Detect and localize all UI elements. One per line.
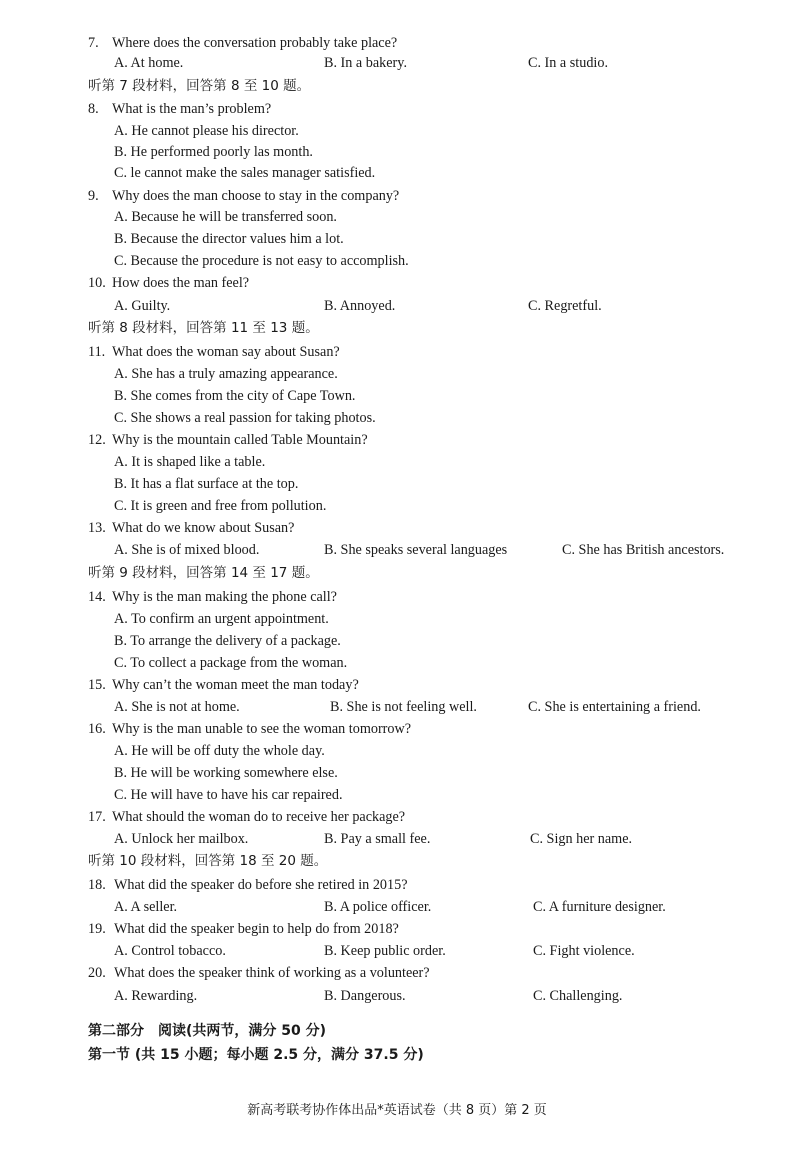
option-c: C. Because the procedure is not easy to accomplish. <box>114 253 409 269</box>
option-c: C. A furniture designer. <box>533 899 666 915</box>
question-number: 16. <box>88 721 106 737</box>
option-c: C. She has British ancestors. <box>562 542 725 558</box>
question-number: 8. <box>88 101 99 117</box>
question-number: 10. <box>88 275 106 291</box>
section-text: 听第 7 段材料，回答第 8 至 10 题。 <box>88 78 311 94</box>
option-a: A. A seller. <box>114 899 178 915</box>
question-number: 7. <box>88 35 99 51</box>
question-text: How does the man feel? <box>112 275 250 291</box>
question-text: Where does the conversation probably take place? <box>112 35 398 51</box>
question-text: What do we know about Susan? <box>112 520 295 536</box>
option-b: B. A police officer. <box>324 899 432 915</box>
section-title: 第一节 (共 15 小题；每小题 2.5 分，满分 37.5 分) <box>88 1047 424 1063</box>
option-c: C. He will have to have his car repaired. <box>114 787 343 803</box>
option-b: B. She is not feeling well. <box>330 699 477 715</box>
option-b: B. Because the director values him a lot. <box>114 231 344 247</box>
option-a: A. It is shaped like a table. <box>114 454 266 470</box>
question-text: What is the man’s problem? <box>112 101 272 117</box>
question-number: 12. <box>88 432 106 448</box>
question-number: 19. <box>88 921 106 937</box>
question-number: 17. <box>88 809 106 825</box>
option-b: B. He will be working somewhere else. <box>114 765 338 781</box>
section-text: 听第 10 段材料，回答第 18 至 20 题。 <box>88 853 328 869</box>
option-c: C. Fight violence. <box>533 943 635 959</box>
question-number: 18. <box>88 877 106 893</box>
option-a: A. Control tobacco. <box>114 943 226 959</box>
option-a: A. At home. <box>114 55 184 71</box>
option-a: A. Because he will be transferred soon. <box>114 209 337 225</box>
question-text: Why is the man unable to see the woman tomorrow? <box>112 721 412 737</box>
option-b: B. Keep public order. <box>324 943 446 959</box>
option-a: A. Guilty. <box>114 298 171 314</box>
option-b: B. Dangerous. <box>324 988 406 1004</box>
question-text: Why is the mountain called Table Mountain? <box>112 432 368 448</box>
option-b: B. It has a flat surface at the top. <box>114 476 299 492</box>
option-c: C. In a studio. <box>528 55 608 71</box>
question-number: 11. <box>88 344 106 360</box>
question-text: What does the speaker think of working as a volunteer? <box>114 965 430 981</box>
option-c: C. She shows a real passion for taking photos. <box>114 410 376 426</box>
section-text: 听第 9 段材料，回答第 14 至 17 题。 <box>88 565 319 581</box>
page-footer <box>0 1100 794 1122</box>
option-b: B. To arrange the delivery of a package. <box>114 633 341 649</box>
option-a: A. He will be off duty the whole day. <box>114 743 325 759</box>
part-title: 第二部分 阅读(共两节，满分 50 分) <box>88 1023 327 1039</box>
option-c: C. It is green and free from pollution. <box>114 498 327 514</box>
question-text: What does the woman say about Susan? <box>112 344 340 360</box>
question-text: Why can’t the woman meet the man today? <box>112 677 359 693</box>
question-number: 20. <box>88 965 106 981</box>
option-b: B. Annoyed. <box>324 298 396 314</box>
question-text: What did the speaker begin to help do from 2018? <box>114 921 399 937</box>
question-text: What should the woman do to receive her package? <box>112 809 406 825</box>
question-text: What did the speaker do before she retired in 2015? <box>114 877 408 893</box>
question-text: Why does the man choose to stay in the company? <box>112 188 400 204</box>
option-a: A. She has a truly amazing appearance. <box>114 366 338 382</box>
option-b: B. He performed poorly las month. <box>114 144 313 160</box>
section-text: 听第 8 段材料，回答第 11 至 13 题。 <box>88 320 319 336</box>
question-text: Why is the man making the phone call? <box>112 589 337 605</box>
option-c: C. She is entertaining a friend. <box>528 699 701 715</box>
option-a: A. Unlock her mailbox. <box>114 831 249 847</box>
option-a: A. He cannot please his director. <box>114 123 299 139</box>
question-number: 15. <box>88 677 106 693</box>
option-a: A. She is not at home. <box>114 699 240 715</box>
option-b: B. In a bakery. <box>324 55 407 71</box>
footer-text: 新高考联考协作体出品*英语试卷（共 8 页）第 2 页 <box>247 1103 547 1118</box>
option-c: C. Sign her name. <box>530 831 633 847</box>
option-c: C. Challenging. <box>533 988 623 1004</box>
option-a: A. Rewarding. <box>114 988 198 1004</box>
option-c: C. To collect a package from the woman. <box>114 655 348 671</box>
option-c: C. Regretful. <box>528 298 602 314</box>
option-b: B. Pay a small fee. <box>324 831 431 847</box>
option-a: A. To confirm an urgent appointment. <box>114 611 329 627</box>
option-b: B. She comes from the city of Cape Town. <box>114 388 356 404</box>
option-c: C. le cannot make the sales manager satisfied. <box>114 165 376 181</box>
question-number: 9. <box>88 188 99 204</box>
option-a: A. She is of mixed blood. <box>114 542 260 558</box>
option-b: B. She speaks several languages <box>324 542 508 558</box>
question-number: 13. <box>88 520 106 536</box>
question-number: 14. <box>88 589 106 605</box>
